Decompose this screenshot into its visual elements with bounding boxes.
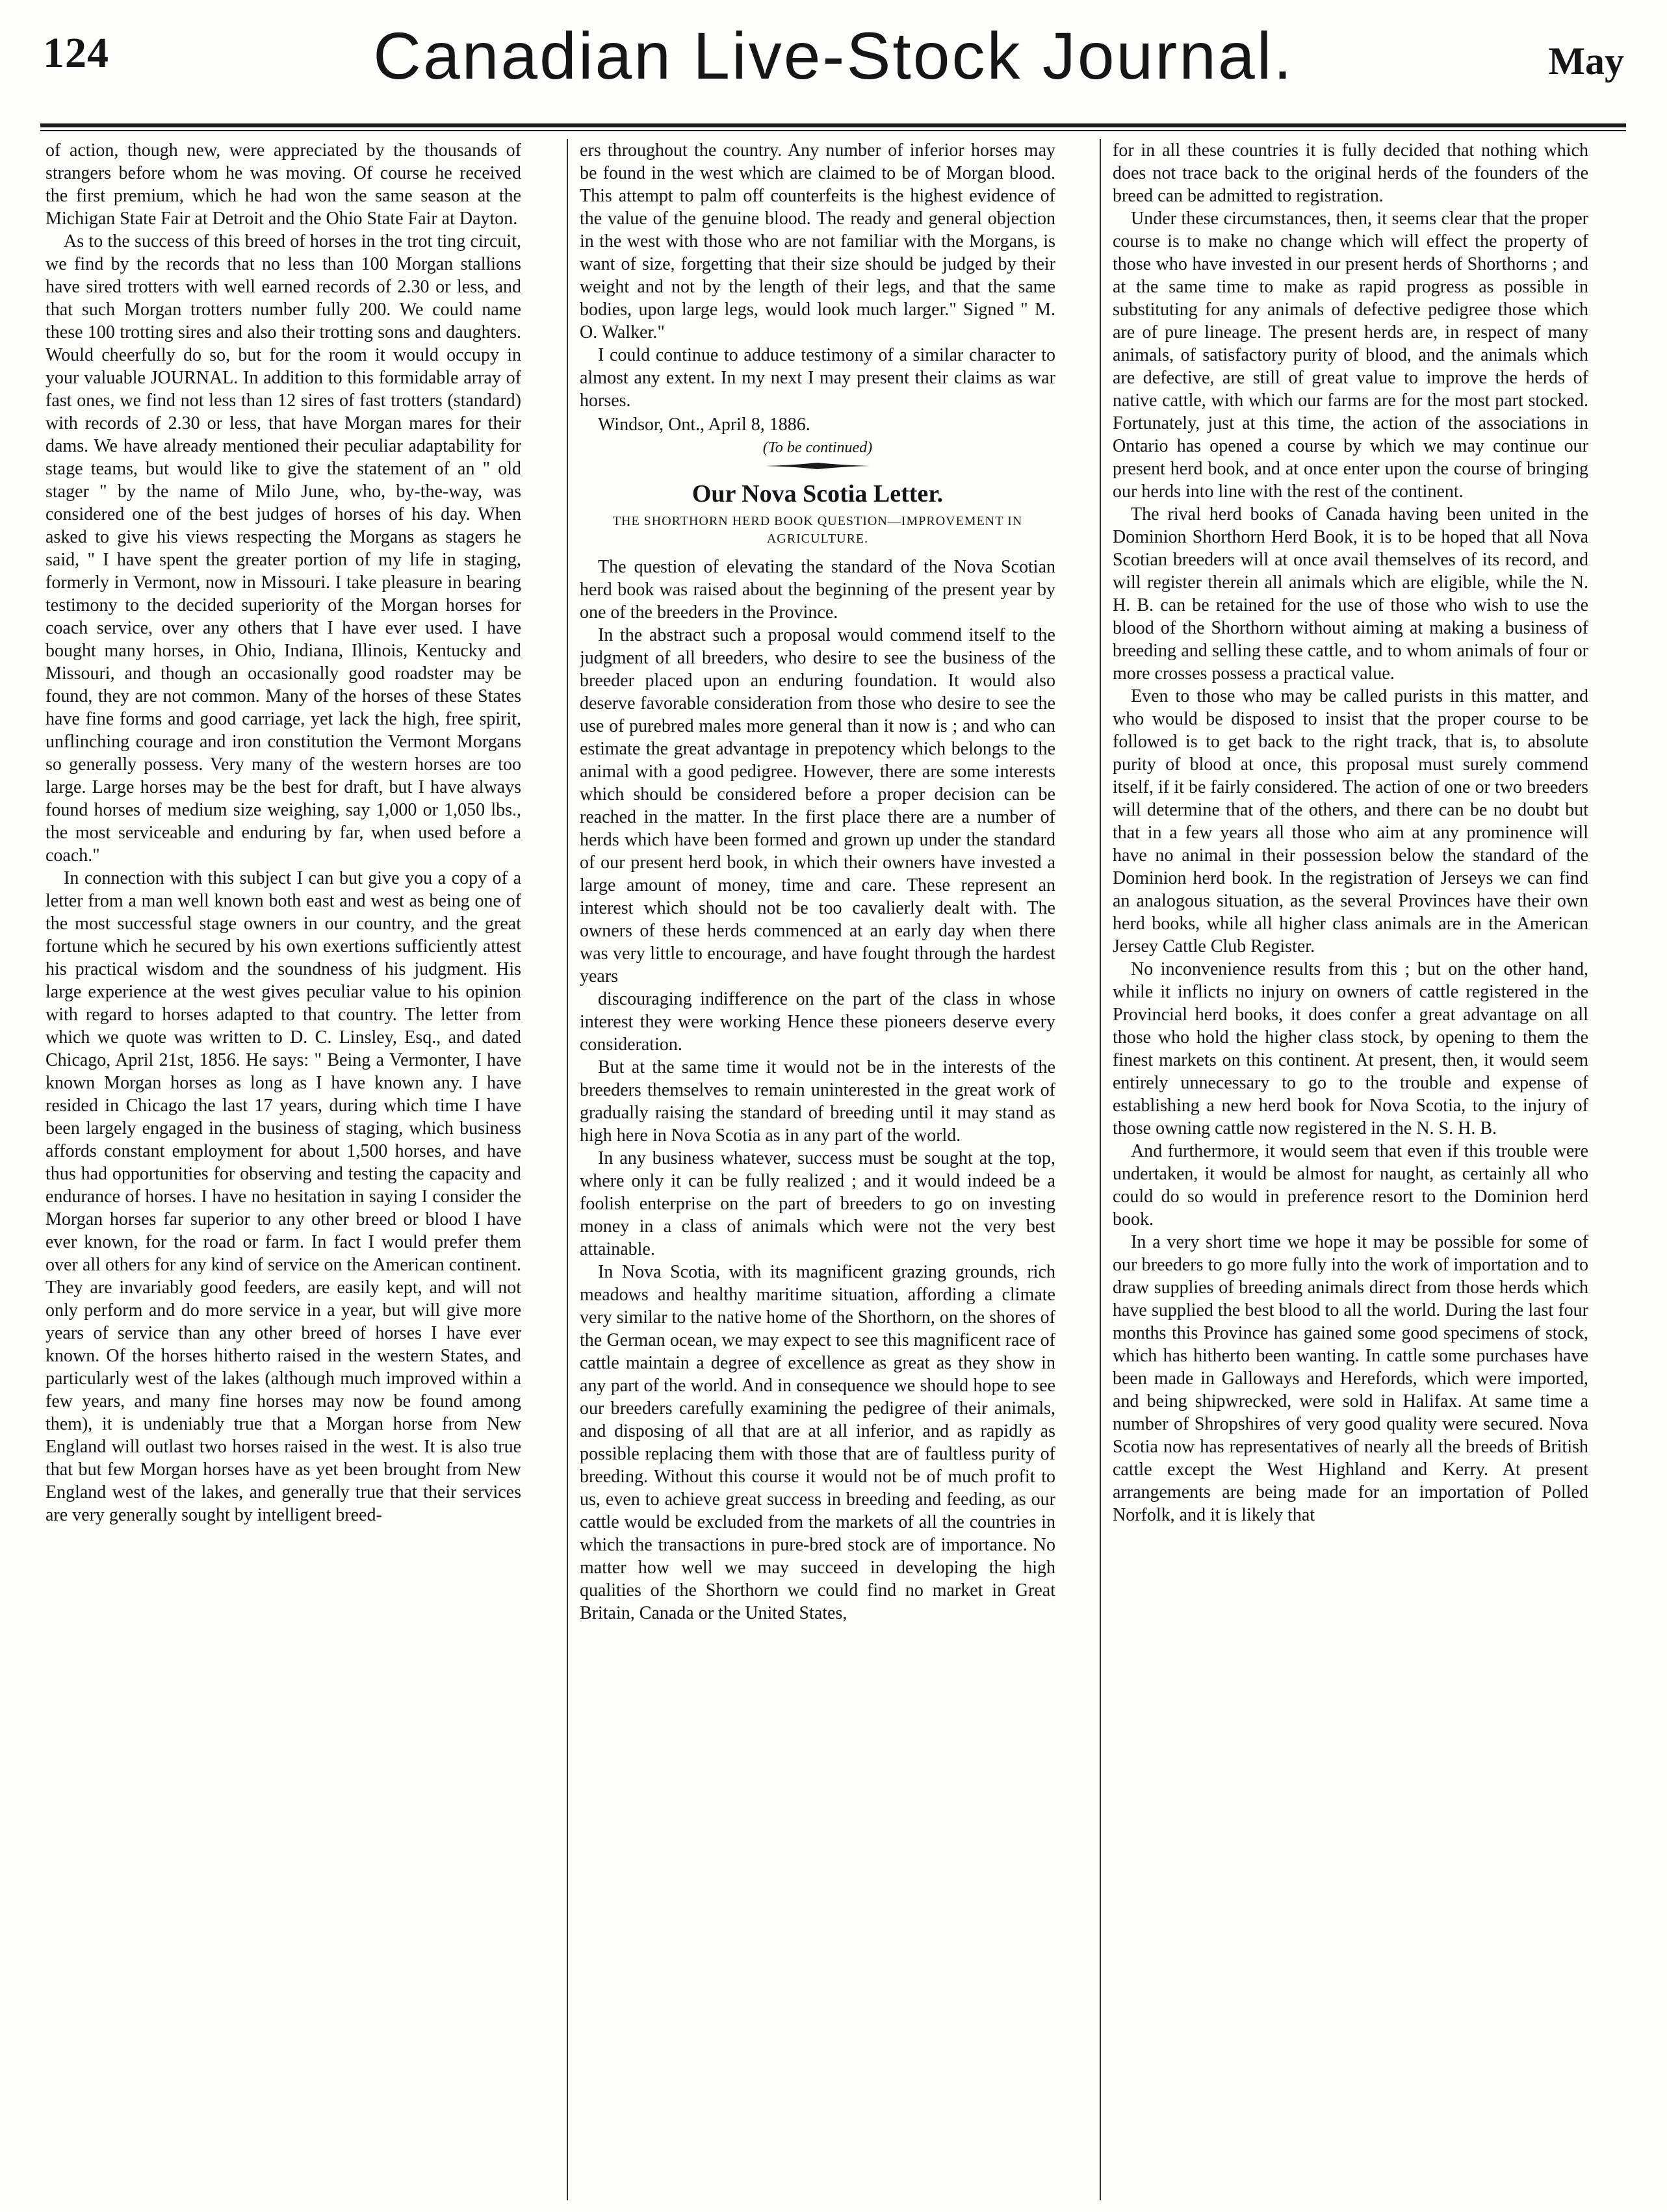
paragraph: discouraging indifference on the part of the class in whose interest they were working Hence these pioneers deserve every consideration.: [580, 989, 1055, 1055]
column-divider: [567, 139, 568, 2200]
column-2: [580, 139, 1055, 2199]
paragraph: Even to those who may be called purists in this matter, and who would be disposed to insist that the proper course to be followed is to get back to the right track, that is, to absolute purity of blood at once, this proposal must surely commend itself, if it be fairly considered. The action of one or two breeders will determine that of the others, and there can be no doubt but that in a few years all those who aim at any prominence will have no animal in their possession below the standard of the Dominion herd book. In the registration of Jerseys we can find an analogous situation, as the several Provinces have their own herd books, while all higher class animals are in the American Jersey Cattle Club Register.: [1113, 686, 1588, 957]
paragraph: In connection with this subject I can but give you a copy of a letter from a man well known both east and west as being one of the most successful stage owners in our country, and the great fortune which he secured by his own exertions sufficiently attest his practical wisdom and the soundness of his judgment. His large experience at the west gives peculiar value to his opinion with regard to horses adapted to that country. The letter from which we quote was written to D. C. Linsley, Esq., and dated Chicago, April 21st, 1856. He says: " Being a Vermonter, I have known Morgan horses as long as I have known any. I have resided in Chicago the last 17 years, during which time I have been largely engaged in the business of staging, which business affords constant employment for about 1,500 horses, and have thus had opportunities for observing and testing the capacity and endurance of horses. I have no hesitation in saying I consider the Morgan horses far superior to any other breed or blood I have ever known, for the road or farm. In fact I would prefer them over all others for any kind of service on the American continent. They are invariably good feeders, are easily kept, and will not only perform and do more service in a year, but will give more years of service than any other breed of horses I have ever known. Of the horses hitherto raised in the western States, and particularly west of the lakes (although much improved within a few years, and many fine horses may now be found among them), it is undeniably true that a Morgan horse from New England will outlast two horses raised in the west. It is also true that but few Morgan horses have as yet been brought from New England west of the lakes, and generally true that their services are very generally sought by intelligent breed-: [45, 868, 521, 1525]
header-rule-thick: [40, 123, 1626, 127]
issue-month: May: [1548, 40, 1624, 83]
paragraph: ers throughout the country. Any number of inferior horses may be found in the west which are claimed to be of Morgan blood. This attempt to palm off counterfeits is the highest evidence of the value of the genuine blood. The ready and general objection in the west with those who are not familiar with the Morgans, is want of size, forgetting that their size should be judged by their weight and not by the length of their legs, and that the same bodies, upon large legs, would look much larger." Signed " M. O. Walker.": [580, 140, 1055, 342]
paragraph: In the abstract such a proposal would commend itself to the judgment of all breeders, who desire to see the business of the breeder placed upon an enduring foundation. It would also deserve favorable consideration from those who desire to see the use of purebred males more general than it now is ; and who can estimate the great advantage in prepotency which belongs to the animal with a good pedigree. However, there are some interests which should be considered before a proper decision can be reached in the matter. In the first place there are a number of herds which have been formed and grown up under the standard of our present herd book, in which their owners have invested a large amount of money, time and care. These represent an interest which should not be too cavalierly dealt with. The owners of these herds commenced at an early day when there was very little to encourage, and have fought through the hardest years: [580, 625, 1055, 986]
section-divider-ornament: [766, 462, 870, 470]
paragraph: The question of elevating the standard of the Nova Scotian herd book was raised about the beginning of the present year by one of the breeders in the Province.: [580, 557, 1055, 623]
paragraph: In a very short time we hope it may be possible for some of our breeders to go more fully into the work of importation and to draw supplies of breeding animals direct from those herds which have supplied the best blood to all the world. During the last four months this Province has gained some good specimens of stock, which has hitherto been wanting. In cattle some purchases have been made in Galloways and Herefords, which were imported, and being shipwrecked, were sold in Halifax. At same time a number of Shropshires of very good quality were secured. Nova Scotia now has representatives of nearly all the breeds of British cattle except the West Highland and Kerry. At present arrangements are being made for an importation of Polled Norfolk, and it is likely that: [1113, 1232, 1588, 1525]
paragraph: But at the same time it would not be in the interests of the breeders themselves to remain uninterested in the great work of gradually raising the standard of breeding until it may stand as high here in Nova Scotia as in any part of the world.: [580, 1057, 1055, 1146]
paragraph: No inconvenience results from this ; but on the other hand, while it inflicts no injury on owners of cattle registered in the Provincial herd books, it does confer a great advantage on all those who hold the higher class stock, by opening to them the finest markets on this continent. At present, then, it would seem entirely unnecessary to go to the trouble and expense of establishing a new herd book for Nova Scotia, to the injury of those owning cattle now registered in the N. S. H. B.: [1113, 959, 1588, 1138]
article-subtitle: THE SHORTHORN HERD BOOK QUESTION—IMPROVEMENT IN AGRICULTURE.: [612, 514, 1023, 546]
article-title: Our Nova Scotia Letter.: [691, 480, 944, 508]
dateline: Windsor, Ont., April 8, 1886.: [598, 415, 810, 435]
paragraph: In any business whatever, success must be sought at the top, where only it can be fully realized ; and it would indeed be a foolish enterprise on the part of breeders to go on investing money in a class of animals which were not the very best attainable.: [580, 1148, 1055, 1259]
paragraph: As to the success of this breed of horses in the trot ting circuit, we find by the records that no less than 100 Morgan stallions have sired trotters with well earned records of 2.30 or less, and that such Morgan trotters number fully 200. We could name these 100 trotting sires and also their trotting sons and daughters. Would cheerfully do so, but for the room it would occupy in your valuable JOURNAL. In addition to this formidable array of fast ones, we find not less than 12 sires of fast trotters (standard) with records of 2.30 or less, that have Morgan mares for their dams. We have already mentioned their peculiar adaptability for stage teams, but would like to give the statement of an " old stager " by the name of Milo June, who, by-the-way, was considered one of the best judges of horses of his day. When asked to give his views respecting the Morgans as stagers he said, " I have spent the greater portion of my life in staging, formerly in Vermont, now in Missouri. I take pleasure in bearing testimony to the decided superiority of the Morgan horses for coach service, over any others that I have ever used. I have bought many horses, in Ohio, Indiana, Illinois, Kentucky and Missouri, and though an occasionally good roadster may be found, they are not common. Many of the horses of these States have fine forms and good carriage, yet lack the high, free spirit, unflinching courage and iron constitution the Vermont Morgans so generally possess. Very many of the western horses are too large. Large horses may be the best for draft, but I have always found horses of medium size weighing, say 1,000 or 1,050 lbs., the most serviceable and enduring by far, when used before a coach.": [45, 231, 521, 866]
paragraph: Under these circumstances, then, it seems clear that the proper course is to make no change which will effect the property of those who have invested in our present herds of Shorthorns ; and at the same time to make as rapid progress as possible in substituting for any animals of defective pedigree those which are of pure lineage. The present herds are, in respect of many animals, of satisfactory purity of blood, and the animals which are defective, are still of great value to improve the herds of native cattle, with which our farms are for the most part stocked. Fortunately, just at this time, the action of the associations in Ontario has opened a course by which we may continue our present herd book, and at once enter upon the course of bringing our herds into line with the rest of the continent.: [1113, 209, 1588, 502]
paragraph: In Nova Scotia, with its magnificent grazing grounds, rich meadows and healthy maritime situation, affording a climate very similar to the native home of the Shorthorn, on the shores of the German ocean, we may expect to see this magnificent race of cattle maintain a degree of excellence as great as they show in any part of the world. And in consequence we should hope to see our breeders carefully examining the pedigree of their animals, and disposing of all that are at all inferior, and as rapidly as possible replacing them with those that are of faultless purity of breeding. Without this course it would not be of much profit to us, even to achieve great success in breeding and feeding, as our cattle would be excluded from the markets of all the countries in which the transactions in pure-bred stock are of importance. No matter how well we may succeed in developing the high qualities of the Shorthorn we could find no market in Great Britain, Canada or the United States,: [580, 1262, 1055, 1623]
header-rule-thin: [40, 130, 1626, 131]
column-divider: [1100, 139, 1101, 2200]
page-number: 124: [43, 29, 109, 77]
page-header: [0, 0, 1667, 130]
paragraph: of action, though new, were appreciated by the thousands of strangers before whom he was moving. Of course he received the first premium, which he had won the same season at the Michigan State Fair at Detroit and the Ohio State Fair at Dayton.: [45, 140, 521, 229]
journal-title: Canadian Live-Stock Journal.: [373, 19, 1294, 93]
column-3: [1113, 139, 1588, 2199]
paragraph: for in all these countries it is fully decided that nothing which does not trace back to the original herds of the founders of the breed can be admitted to registration.: [1113, 140, 1588, 206]
paragraph: And furthermore, it would seem that even if this trouble were undertaken, it would be almost for naught, as certainly all who could do so would in preference resort to the Dominion herd book.: [1113, 1141, 1588, 1229]
paragraph: I could continue to adduce testimony of a similar character to almost any extent. In my next I may present their claims as war horses.: [580, 345, 1055, 411]
column-1: [45, 139, 521, 2199]
continued-note: (To be continued): [762, 439, 873, 456]
paragraph: The rival herd books of Canada having been united in the Dominion Shorthorn Herd Book, it is to be hoped that all Nova Scotian breeders will at once avail themselves of its record, and will register therein all animals which are eligible, while the N. H. B. can be retained for the use of those who wish to use the blood of the Shorthorn without aiming at making a business of breeding and selling these cattle, and to whom animals of four or more crosses possess a practical value.: [1113, 504, 1588, 684]
